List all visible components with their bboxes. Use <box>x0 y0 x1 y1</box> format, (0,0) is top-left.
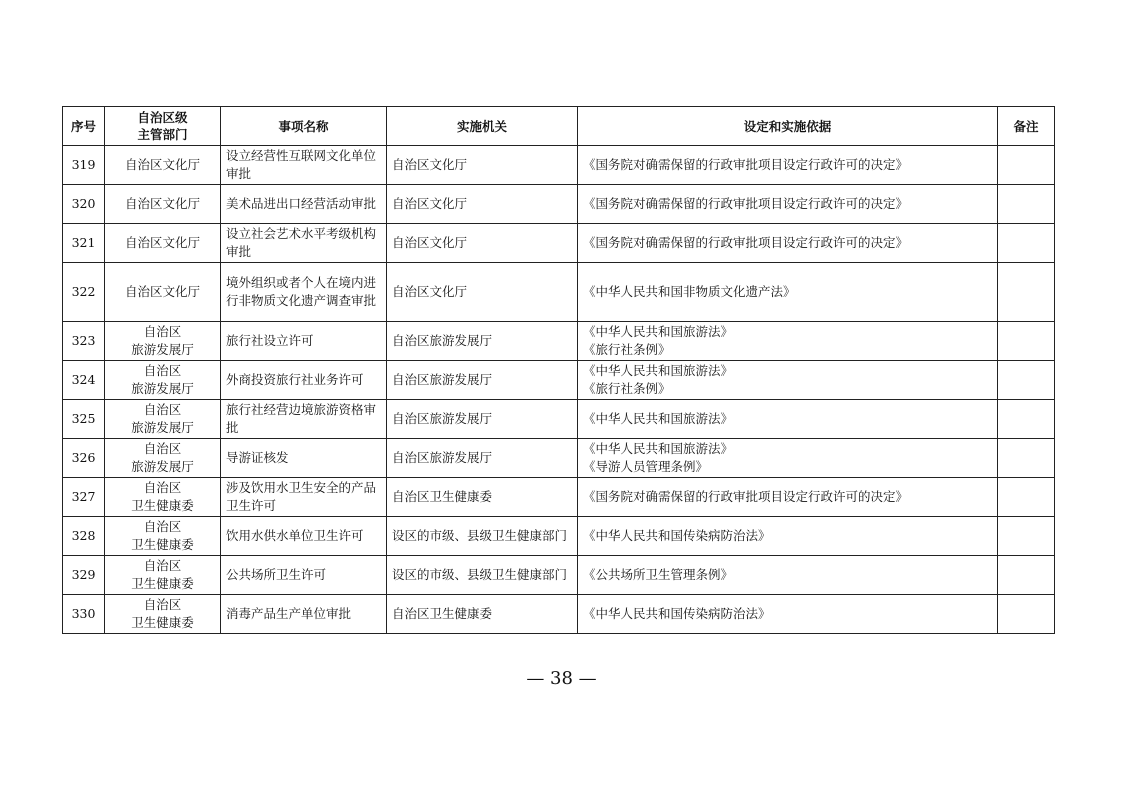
table-row <box>63 361 1055 400</box>
cell-note <box>998 478 1055 517</box>
basis-line: 《旅行社条例》 <box>583 342 671 357</box>
cell-dept <box>105 439 221 478</box>
cell-seq: 329 <box>63 556 105 595</box>
cell-seq: 324 <box>63 361 105 400</box>
header-agency: 实施机关 <box>387 107 578 146</box>
header-seq: 序号 <box>63 107 105 146</box>
cell-seq: 330 <box>63 595 105 634</box>
cell-agency: 设区的市级、县级卫生健康部门 <box>387 517 578 556</box>
cell-item: 旅行社经营边境旅游资格审批 <box>221 400 387 439</box>
dept-line: 卫生健康委 <box>131 537 194 552</box>
dept-line: 自治区文化厅 <box>124 235 200 250</box>
header-basis: 设定和实施依据 <box>578 107 998 146</box>
cell-item: 饮用水供水单位卫生许可 <box>221 517 387 556</box>
cell-agency: 自治区文化厅 <box>387 185 578 224</box>
table-row <box>63 185 1055 224</box>
cell-dept <box>105 400 221 439</box>
dept-line: 自治区 <box>143 441 182 456</box>
approval-items-table <box>62 106 1055 634</box>
cell-basis <box>578 146 998 185</box>
table-row <box>63 224 1055 263</box>
cell-seq: 325 <box>63 400 105 439</box>
dept-line: 自治区文化厅 <box>124 284 200 299</box>
basis-line: 《国务院对确需保留的行政审批项目设定行政许可的决定》 <box>583 235 909 250</box>
cell-seq: 323 <box>63 322 105 361</box>
cell-item: 导游证核发 <box>221 439 387 478</box>
cell-dept <box>105 361 221 400</box>
cell-agency: 自治区旅游发展厅 <box>387 439 578 478</box>
cell-dept <box>105 478 221 517</box>
table-row <box>63 263 1055 322</box>
header-dept-line2: 主管部门 <box>137 127 188 142</box>
cell-agency: 自治区卫生健康委 <box>387 595 578 634</box>
cell-basis <box>578 478 998 517</box>
cell-agency: 自治区卫生健康委 <box>387 478 578 517</box>
dept-line: 旅游发展厅 <box>131 342 194 357</box>
basis-line: 《国务院对确需保留的行政审批项目设定行政许可的决定》 <box>583 196 909 211</box>
cell-agency: 自治区文化厅 <box>387 146 578 185</box>
cell-basis <box>578 224 998 263</box>
basis-line: 《国务院对确需保留的行政审批项目设定行政许可的决定》 <box>583 489 909 504</box>
basis-line: 《中华人民共和国旅游法》 <box>583 441 734 456</box>
cell-note <box>998 185 1055 224</box>
basis-line: 《旅行社条例》 <box>583 381 671 396</box>
dept-line: 自治区 <box>143 558 182 573</box>
header-note: 备注 <box>998 107 1055 146</box>
cell-seq: 322 <box>63 263 105 322</box>
page-number: — 38 — <box>526 668 597 689</box>
table-row <box>63 146 1055 185</box>
table-row <box>63 439 1055 478</box>
cell-agency: 自治区文化厅 <box>387 224 578 263</box>
cell-basis <box>578 361 998 400</box>
cell-dept <box>105 556 221 595</box>
cell-seq: 321 <box>63 224 105 263</box>
dept-line: 卫生健康委 <box>131 576 194 591</box>
basis-line: 《中华人民共和国传染病防治法》 <box>583 606 771 621</box>
basis-line: 《中华人民共和国传染病防治法》 <box>583 528 771 543</box>
dept-line: 卫生健康委 <box>131 615 194 630</box>
dept-line: 自治区 <box>143 402 182 417</box>
cell-item: 境外组织或者个人在境内进行非物质文化遗产调查审批 <box>221 263 387 322</box>
table-header-row <box>63 107 1055 146</box>
cell-agency: 自治区旅游发展厅 <box>387 400 578 439</box>
table-row <box>63 595 1055 634</box>
cell-seq: 327 <box>63 478 105 517</box>
cell-basis <box>578 439 998 478</box>
header-dept <box>105 107 221 146</box>
cell-note <box>998 556 1055 595</box>
cell-basis <box>578 556 998 595</box>
cell-item: 美术品进出口经营活动审批 <box>221 185 387 224</box>
cell-dept <box>105 517 221 556</box>
cell-item: 公共场所卫生许可 <box>221 556 387 595</box>
dept-line: 自治区 <box>143 363 182 378</box>
basis-line: 《中华人民共和国旅游法》 <box>583 363 734 378</box>
cell-seq: 320 <box>63 185 105 224</box>
table-row <box>63 478 1055 517</box>
cell-note <box>998 224 1055 263</box>
cell-item: 旅行社设立许可 <box>221 322 387 361</box>
cell-agency: 设区的市级、县级卫生健康部门 <box>387 556 578 595</box>
cell-basis <box>578 595 998 634</box>
cell-dept <box>105 185 221 224</box>
cell-item: 设立社会艺术水平考级机构审批 <box>221 224 387 263</box>
table-row <box>63 322 1055 361</box>
cell-dept <box>105 263 221 322</box>
basis-line: 《公共场所卫生管理条例》 <box>583 567 734 582</box>
cell-note <box>998 439 1055 478</box>
cell-note <box>998 361 1055 400</box>
cell-note <box>998 595 1055 634</box>
cell-basis <box>578 263 998 322</box>
cell-basis <box>578 322 998 361</box>
dept-line: 自治区 <box>143 519 182 534</box>
cell-item: 设立经营性互联网文化单位审批 <box>221 146 387 185</box>
header-dept-line1: 自治区级 <box>137 110 188 125</box>
dept-line: 自治区 <box>143 480 182 495</box>
basis-line: 《中华人民共和国旅游法》 <box>583 324 734 339</box>
cell-basis <box>578 400 998 439</box>
cell-dept <box>105 595 221 634</box>
cell-item: 涉及饮用水卫生安全的产品卫生许可 <box>221 478 387 517</box>
cell-note <box>998 400 1055 439</box>
dept-line: 旅游发展厅 <box>131 459 194 474</box>
dept-line: 旅游发展厅 <box>131 420 194 435</box>
dept-line: 自治区文化厅 <box>124 196 200 211</box>
table-row <box>63 400 1055 439</box>
basis-line: 《国务院对确需保留的行政审批项目设定行政许可的决定》 <box>583 157 909 172</box>
cell-dept <box>105 146 221 185</box>
cell-item: 消毒产品生产单位审批 <box>221 595 387 634</box>
table-body <box>63 146 1055 634</box>
cell-agency: 自治区旅游发展厅 <box>387 322 578 361</box>
cell-item: 外商投资旅行社业务许可 <box>221 361 387 400</box>
table-row <box>63 556 1055 595</box>
cell-agency: 自治区旅游发展厅 <box>387 361 578 400</box>
cell-agency: 自治区文化厅 <box>387 263 578 322</box>
dept-line: 自治区 <box>143 324 182 339</box>
cell-basis <box>578 517 998 556</box>
cell-seq: 319 <box>63 146 105 185</box>
basis-line: 《中华人民共和国旅游法》 <box>583 411 734 426</box>
cell-seq: 326 <box>63 439 105 478</box>
dept-line: 卫生健康委 <box>131 498 194 513</box>
cell-basis <box>578 185 998 224</box>
dept-line: 旅游发展厅 <box>131 381 194 396</box>
cell-seq: 328 <box>63 517 105 556</box>
basis-line: 《中华人民共和国非物质文化遗产法》 <box>583 284 796 299</box>
cell-dept <box>105 322 221 361</box>
table-row <box>63 517 1055 556</box>
dept-line: 自治区 <box>143 597 182 612</box>
dept-line: 自治区文化厅 <box>124 157 200 172</box>
cell-note <box>998 322 1055 361</box>
cell-dept <box>105 224 221 263</box>
header-item: 事项名称 <box>221 107 387 146</box>
cell-note <box>998 263 1055 322</box>
basis-line: 《导游人员管理条例》 <box>583 459 709 474</box>
cell-note <box>998 146 1055 185</box>
cell-note <box>998 517 1055 556</box>
